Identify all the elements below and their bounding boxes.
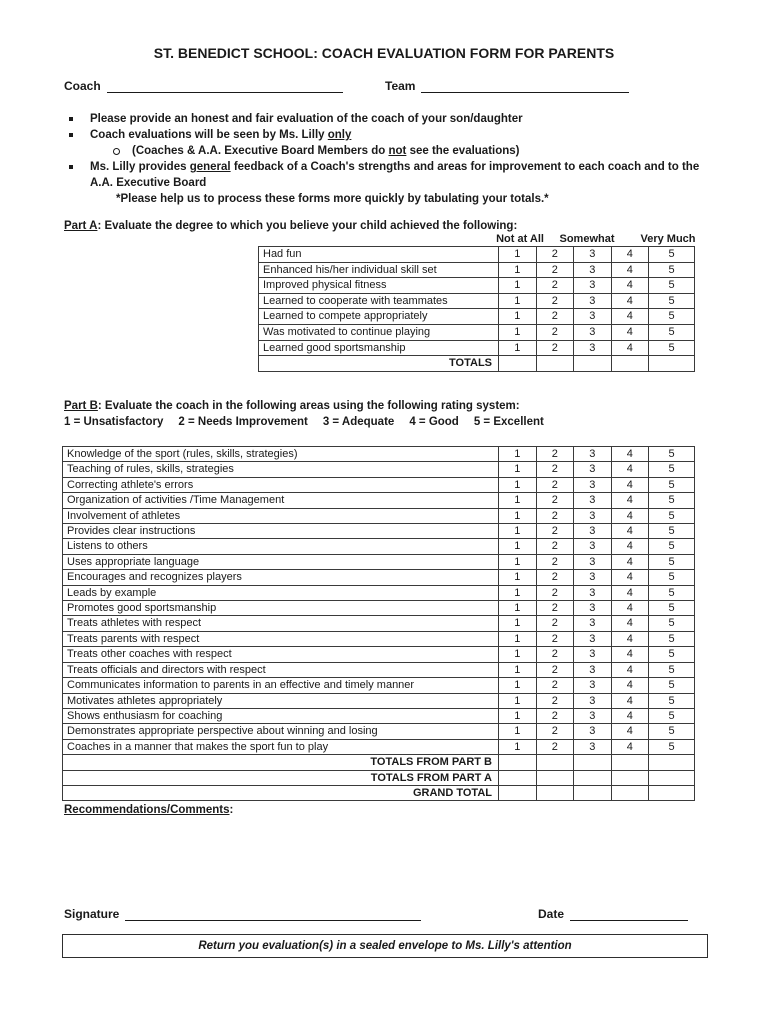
criterion-row (259, 293, 695, 309)
totals-input-cell[interactable] (649, 785, 695, 800)
rating-option[interactable]: 5 (649, 554, 695, 569)
rating-option[interactable]: 2 (536, 570, 574, 585)
rating-option[interactable]: 4 (611, 447, 649, 462)
square-bullet-icon (69, 165, 73, 169)
rating-option[interactable]: 5 (649, 493, 695, 508)
rating-option[interactable]: 4 (611, 585, 649, 600)
rating-option[interactable]: 3 (574, 662, 612, 677)
coach-input-line[interactable] (107, 79, 343, 93)
rating-key-item: 4 = Good (409, 416, 459, 428)
comments-colon: : (229, 804, 234, 816)
criterion-row (63, 477, 695, 492)
rating-option[interactable]: 3 (574, 309, 612, 325)
rating-option[interactable]: 5 (649, 539, 695, 554)
rating-option[interactable]: 4 (611, 662, 649, 677)
team-field (385, 79, 629, 93)
rating-option[interactable]: 4 (611, 616, 649, 631)
rating-option[interactable]: 2 (536, 447, 574, 462)
rating-option[interactable]: 1 (499, 739, 537, 754)
rating-option[interactable]: 5 (649, 739, 695, 754)
rating-option[interactable]: 3 (574, 601, 612, 616)
criterion-row (63, 662, 695, 677)
instructions-list (64, 111, 716, 207)
criterion-label: Treats officials and directors with respect (63, 662, 499, 677)
rating-option[interactable]: 5 (649, 447, 695, 462)
tabulation-note: *Please help us to process these forms more quickly by tabulating your totals.* (116, 193, 549, 205)
rating-option[interactable]: 4 (611, 739, 649, 754)
square-bullet-icon (69, 117, 73, 121)
criterion-row (63, 708, 695, 723)
criterion-row (63, 524, 695, 539)
rating-option[interactable]: 2 (536, 708, 574, 723)
rating-option[interactable]: 5 (649, 616, 695, 631)
rating-option[interactable]: 5 (649, 601, 695, 616)
page-title: ST. BENEDICT SCHOOL: COACH EVALUATION FORM FOR PARENTS (153, 45, 615, 61)
totals-input-cell[interactable] (574, 356, 612, 372)
rating-option[interactable]: 1 (499, 554, 537, 569)
rating-option[interactable]: 5 (649, 262, 695, 278)
rating-option[interactable]: 5 (649, 570, 695, 585)
instruction-item (64, 127, 716, 143)
rating-option[interactable]: 2 (536, 493, 574, 508)
rating-option[interactable]: 1 (499, 601, 537, 616)
criterion-label: Organization of activities /Time Management (63, 493, 499, 508)
criterion-row (63, 462, 695, 477)
rating-option[interactable]: 1 (499, 570, 537, 585)
criterion-label: Listens to others (63, 539, 499, 554)
rating-option[interactable]: 4 (611, 539, 649, 554)
criterion-label: Knowledge of the sport (rules, skills, strategies) (63, 447, 499, 462)
criterion-label: Provides clear instructions (63, 524, 499, 539)
totals-input-cell[interactable] (611, 356, 649, 372)
rating-option[interactable]: 2 (536, 462, 574, 477)
criterion-label: Had fun (259, 247, 499, 263)
criterion-label: Shows enthusiasm for coaching (63, 708, 499, 723)
underlined-word: not (388, 145, 407, 157)
rating-option[interactable]: 5 (649, 508, 695, 523)
totals-input-cell[interactable] (611, 755, 649, 770)
totals-input-cell[interactable] (574, 770, 612, 785)
rating-option[interactable]: 2 (536, 739, 574, 754)
instruction-text: Coach evaluations will be seen by Ms. Lilly (90, 129, 328, 141)
rating-option[interactable]: 5 (649, 462, 695, 477)
rating-option[interactable]: 5 (649, 631, 695, 646)
rating-option[interactable]: 5 (649, 293, 695, 309)
rating-option[interactable]: 4 (611, 462, 649, 477)
rating-option[interactable]: 2 (536, 247, 574, 263)
part-b-heading (64, 400, 520, 412)
rating-option[interactable]: 5 (649, 324, 695, 340)
instruction-text: feedback of a Coach's strengths and areas for improvement to each coach and to the A.A. Executive Board (90, 161, 700, 189)
rating-option[interactable]: 1 (499, 616, 537, 631)
rating-option[interactable]: 4 (611, 524, 649, 539)
rating-option[interactable]: 3 (574, 678, 612, 693)
rating-option[interactable]: 4 (611, 570, 649, 585)
criterion-row (63, 508, 695, 523)
totals-input-cell[interactable] (649, 770, 695, 785)
rating-option[interactable]: 4 (611, 278, 649, 294)
rating-option[interactable]: 3 (574, 508, 612, 523)
return-instruction-text: Return you evaluation(s) in a sealed envelope to Ms. Lilly's attention (198, 940, 572, 952)
totals-input-cell[interactable] (649, 356, 695, 372)
rating-option[interactable]: 2 (536, 662, 574, 677)
criterion-row (63, 693, 695, 708)
criterion-label: Treats athletes with respect (63, 616, 499, 631)
rating-option[interactable]: 4 (611, 508, 649, 523)
rating-option[interactable]: 5 (649, 662, 695, 677)
criterion-label: Learned to cooperate with teammates (259, 293, 499, 309)
rating-option[interactable]: 1 (499, 678, 537, 693)
totals-label: TOTALS (259, 356, 499, 372)
rating-option[interactable]: 3 (574, 570, 612, 585)
comments-heading (64, 804, 233, 816)
date-label: Date (538, 907, 565, 921)
rating-option[interactable]: 3 (574, 539, 612, 554)
rating-option[interactable]: 1 (499, 340, 537, 356)
rating-option[interactable]: 2 (536, 524, 574, 539)
totals-input-cell[interactable] (649, 755, 695, 770)
rating-option[interactable]: 4 (611, 554, 649, 569)
rating-option[interactable]: 3 (574, 739, 612, 754)
rating-option[interactable]: 1 (499, 585, 537, 600)
rating-key-item: 3 = Adequate (322, 416, 395, 428)
rating-option[interactable]: 2 (536, 616, 574, 631)
rating-option[interactable]: 4 (611, 477, 649, 492)
rating-option[interactable]: 4 (611, 678, 649, 693)
rating-option[interactable]: 4 (611, 309, 649, 325)
totals-input-cell[interactable] (536, 770, 574, 785)
rating-option[interactable]: 5 (649, 247, 695, 263)
rating-option[interactable]: 2 (536, 539, 574, 554)
part-b-heading-text: : Evaluate the coach in the following areas using the following rating system: (97, 400, 520, 412)
coach-label: Coach (64, 79, 101, 93)
totals-input-cell[interactable] (536, 785, 574, 800)
rating-option[interactable]: 5 (649, 585, 695, 600)
rating-option[interactable]: 1 (499, 662, 537, 677)
criterion-label: Encourages and recognizes players (63, 570, 499, 585)
criterion-row (259, 278, 695, 294)
rating-option[interactable]: 1 (499, 493, 537, 508)
criterion-row (63, 554, 695, 569)
totals-row (259, 356, 695, 372)
rating-option[interactable]: 5 (649, 340, 695, 356)
rating-option[interactable]: 1 (499, 247, 537, 263)
rating-option[interactable]: 1 (499, 708, 537, 723)
rating-option[interactable]: 2 (536, 678, 574, 693)
criterion-row (63, 616, 695, 631)
criterion-row (259, 262, 695, 278)
criterion-row (63, 678, 695, 693)
rating-option[interactable]: 5 (649, 647, 695, 662)
rating-key (64, 416, 559, 428)
instruction-item (64, 111, 716, 127)
rating-option[interactable]: 4 (611, 724, 649, 739)
instruction-subitem (64, 143, 716, 159)
instruction-text: (Coaches & A.A. Executive Board Members do (132, 145, 389, 157)
rating-option[interactable]: 4 (611, 708, 649, 723)
totals-input-cell[interactable] (611, 785, 649, 800)
rating-option[interactable]: 2 (536, 293, 574, 309)
rating-option[interactable]: 2 (536, 262, 574, 278)
rating-option[interactable]: 1 (499, 477, 537, 492)
rating-option[interactable]: 2 (536, 724, 574, 739)
rating-option[interactable]: 4 (611, 693, 649, 708)
scale-label-not-at-all: Not at All (496, 233, 544, 245)
criterion-label: Learned good sportsmanship (259, 340, 499, 356)
criterion-label: Treats parents with respect (63, 631, 499, 646)
rating-key-item: 2 = Needs Improvement (178, 416, 308, 428)
criterion-row (63, 601, 695, 616)
rating-option[interactable]: 2 (536, 693, 574, 708)
part-a-rating-table (258, 246, 695, 372)
rating-option[interactable]: 1 (499, 447, 537, 462)
criterion-row (63, 724, 695, 739)
scale-label-very-much: Very Much (640, 233, 696, 245)
rating-option[interactable]: 3 (574, 324, 612, 340)
rating-option[interactable]: 3 (574, 524, 612, 539)
rating-option[interactable]: 4 (611, 247, 649, 263)
criterion-label: Leads by example (63, 585, 499, 600)
part-a-label: Part A (64, 220, 98, 232)
rating-option[interactable]: 2 (536, 554, 574, 569)
criterion-row (63, 539, 695, 554)
rating-option[interactable]: 1 (499, 278, 537, 294)
rating-option[interactable]: 3 (574, 477, 612, 492)
rating-option[interactable]: 5 (649, 278, 695, 294)
criterion-label: Communicates information to parents in an effective and timely manner (63, 678, 499, 693)
instruction-text: Ms. Lilly provides (90, 161, 190, 173)
instruction-item (64, 159, 716, 191)
rating-option[interactable]: 3 (574, 708, 612, 723)
rating-option[interactable]: 5 (649, 477, 695, 492)
return-instruction-box (62, 934, 708, 958)
signature-label: Signature (64, 907, 120, 921)
coach-field (64, 79, 343, 93)
totals-input-cell[interactable] (611, 770, 649, 785)
rating-option[interactable]: 3 (574, 585, 612, 600)
rating-option[interactable]: 2 (536, 278, 574, 294)
rating-option[interactable]: 1 (499, 508, 537, 523)
rating-option[interactable]: 4 (611, 293, 649, 309)
criterion-row (63, 447, 695, 462)
criterion-label: Promotes good sportsmanship (63, 601, 499, 616)
rating-option[interactable]: 5 (649, 724, 695, 739)
rating-option[interactable]: 3 (574, 693, 612, 708)
totals-input-cell[interactable] (574, 755, 612, 770)
totals-row (63, 755, 695, 770)
totals-input-cell[interactable] (499, 770, 537, 785)
rating-option[interactable]: 3 (574, 462, 612, 477)
underlined-word: general (189, 161, 231, 173)
criterion-label: Coaches in a manner that makes the sport fun to play (63, 739, 499, 754)
rating-key-item: 1 = Unsatisfactory (64, 416, 164, 428)
part-a-heading-text: : Evaluate the degree to which you believe your child achieved the following: (97, 220, 518, 232)
signature-field (64, 907, 421, 921)
rating-option[interactable]: 3 (574, 340, 612, 356)
signature-input-line[interactable] (125, 907, 421, 921)
rating-option[interactable]: 3 (574, 493, 612, 508)
criterion-label: Treats other coaches with respect (63, 647, 499, 662)
rating-option[interactable]: 1 (499, 724, 537, 739)
rating-option[interactable]: 2 (536, 340, 574, 356)
team-label: Team (385, 79, 416, 93)
part-b-rating-table (62, 446, 695, 801)
criterion-label: Involvement of athletes (63, 508, 499, 523)
rating-option[interactable]: 3 (574, 616, 612, 631)
part-a-heading (64, 220, 517, 232)
rating-option[interactable]: 1 (499, 262, 537, 278)
totals-row (63, 785, 695, 800)
date-input-line[interactable] (570, 907, 688, 921)
rating-option[interactable]: 4 (611, 493, 649, 508)
instruction-text: see the evaluations) (406, 145, 520, 157)
rating-option[interactable]: 5 (649, 309, 695, 325)
underlined-word: only (327, 129, 352, 141)
criterion-label: Was motivated to continue playing (259, 324, 499, 340)
scale-label-somewhat: Somewhat (559, 233, 615, 245)
rating-option[interactable]: 1 (499, 293, 537, 309)
rating-option[interactable]: 1 (499, 524, 537, 539)
rating-option[interactable]: 5 (649, 678, 695, 693)
circle-bullet-icon (113, 148, 120, 155)
rating-option[interactable]: 2 (536, 477, 574, 492)
criterion-label: Demonstrates appropriate perspective about winning and losing (63, 724, 499, 739)
criterion-label: Enhanced his/her individual skill set (259, 262, 499, 278)
rating-option[interactable]: 1 (499, 539, 537, 554)
rating-option[interactable]: 2 (536, 647, 574, 662)
criterion-row (63, 493, 695, 508)
team-input-line[interactable] (421, 79, 629, 93)
rating-option[interactable]: 5 (649, 524, 695, 539)
totals-label: TOTALS FROM PART B (63, 755, 499, 770)
rating-option[interactable]: 1 (499, 324, 537, 340)
criterion-row (63, 739, 695, 754)
criterion-label: Motivates athletes appropriately (63, 693, 499, 708)
rating-option[interactable]: 2 (536, 601, 574, 616)
criterion-row (259, 247, 695, 263)
rating-option[interactable]: 2 (536, 631, 574, 646)
rating-option[interactable]: 4 (611, 647, 649, 662)
instruction-text: Please provide an honest and fair evaluation of the coach of your son/daughter (90, 113, 523, 125)
rating-option[interactable]: 1 (499, 462, 537, 477)
rating-option[interactable]: 3 (574, 247, 612, 263)
rating-option[interactable]: 3 (574, 631, 612, 646)
rating-option[interactable]: 4 (611, 601, 649, 616)
rating-option[interactable]: 2 (536, 309, 574, 325)
criterion-row (63, 647, 695, 662)
criterion-row (259, 340, 695, 356)
rating-option[interactable]: 2 (536, 585, 574, 600)
rating-option[interactable]: 4 (611, 262, 649, 278)
rating-key-item: 5 = Excellent (473, 416, 544, 428)
part-b-label: Part B (64, 400, 98, 412)
rating-option[interactable]: 5 (649, 708, 695, 723)
totals-input-cell[interactable] (536, 755, 574, 770)
rating-option[interactable]: 1 (499, 647, 537, 662)
date-field (538, 907, 688, 921)
totals-label: TOTALS FROM PART A (63, 770, 499, 785)
totals-input-cell[interactable] (499, 356, 537, 372)
rating-option[interactable]: 4 (611, 631, 649, 646)
criterion-label: Improved physical fitness (259, 278, 499, 294)
rating-option[interactable]: 4 (611, 340, 649, 356)
rating-option[interactable]: 1 (499, 693, 537, 708)
comments-label: Recommendations/Comments (64, 804, 230, 816)
totals-label: GRAND TOTAL (63, 785, 499, 800)
criterion-label: Learned to compete appropriately (259, 309, 499, 325)
totals-input-cell[interactable] (574, 785, 612, 800)
totals-row (63, 770, 695, 785)
rating-option[interactable]: 2 (536, 508, 574, 523)
totals-input-cell[interactable] (536, 356, 574, 372)
rating-option[interactable]: 3 (574, 262, 612, 278)
square-bullet-icon (69, 133, 73, 137)
rating-option[interactable]: 3 (574, 647, 612, 662)
criterion-row (259, 309, 695, 325)
rating-option[interactable]: 2 (536, 324, 574, 340)
rating-option[interactable]: 3 (574, 554, 612, 569)
criterion-row (63, 585, 695, 600)
rating-option[interactable]: 1 (499, 631, 537, 646)
rating-option[interactable]: 3 (574, 447, 612, 462)
rating-option[interactable]: 3 (574, 724, 612, 739)
criterion-row (259, 324, 695, 340)
criterion-row (63, 631, 695, 646)
rating-option[interactable]: 3 (574, 293, 612, 309)
criterion-row (63, 570, 695, 585)
rating-option[interactable]: 4 (611, 324, 649, 340)
rating-option[interactable]: 5 (649, 693, 695, 708)
rating-option[interactable]: 1 (499, 309, 537, 325)
totals-input-cell[interactable] (499, 755, 537, 770)
totals-input-cell[interactable] (499, 785, 537, 800)
criterion-label: Uses appropriate language (63, 554, 499, 569)
criterion-label: Correcting athlete's errors (63, 477, 499, 492)
rating-option[interactable]: 3 (574, 278, 612, 294)
criterion-label: Teaching of rules, skills, strategies (63, 462, 499, 477)
